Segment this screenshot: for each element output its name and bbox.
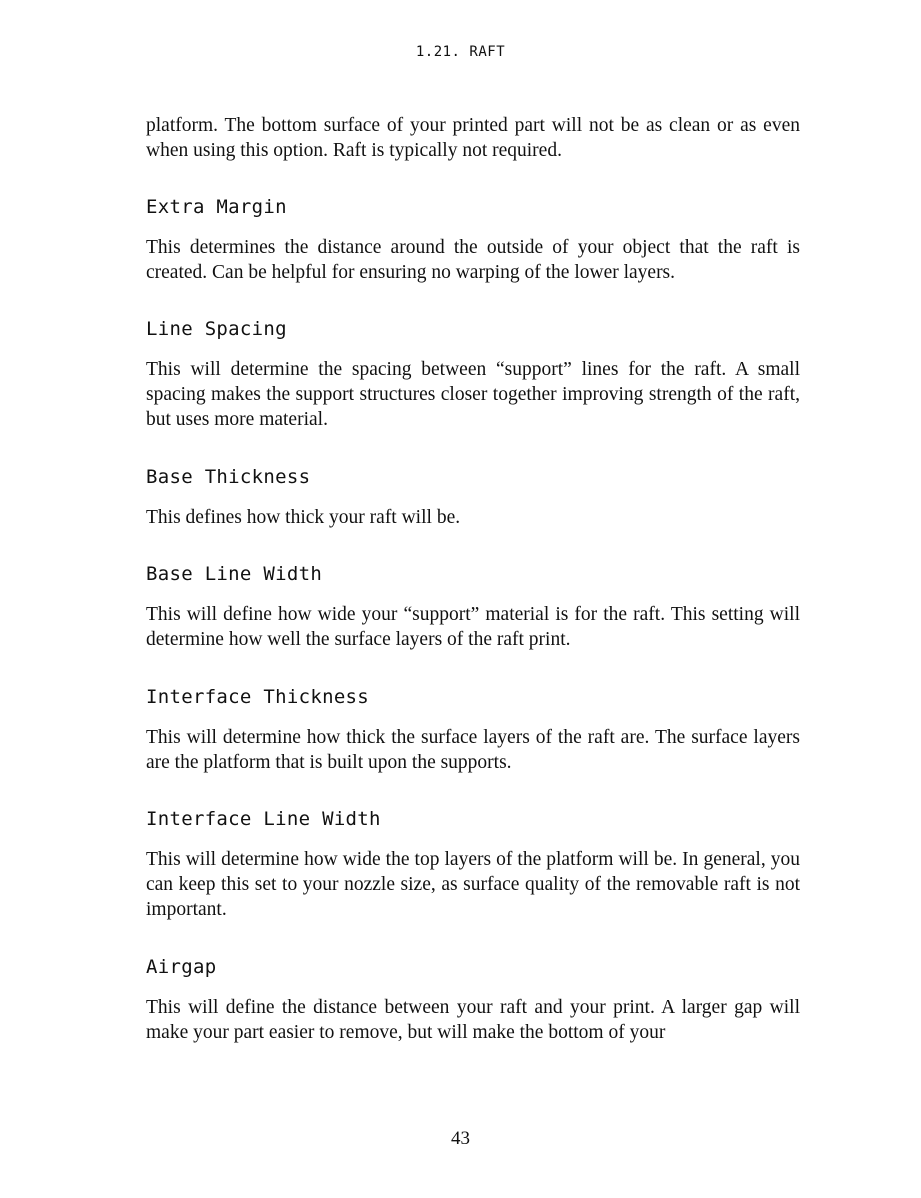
section-text-interface-thickness: This will determine how thick the surface layers of the raft are. The surface layers are the platform that is built upon the supports. [146,727,800,773]
page-number: 43 [451,1128,470,1149]
section-heading-airgap: Airgap [146,956,217,978]
running-head: 1.21. RAFT [415,44,506,60]
section-heading-extra-margin: Extra Margin [146,196,287,218]
section-heading-interface-thickness: Interface Thickness [146,686,370,708]
section-text-base-thickness: This defines how thick your raft will be. [146,507,461,528]
section-heading-interface-line-width: Interface Line Width [146,808,381,830]
section-text-base-line-width: This will define how wide your “support” material is for the raft. This setting will determine how well the surface layers of the raft print. [146,604,800,650]
section-text-interface-line-width: This will determine how wide the top layers of the platform will be. In general, you can keep this set to your nozzle size, as surface quality of the removable raft is not important. [146,849,800,920]
section-heading-base-thickness: Base Thickness [146,466,311,488]
section-text-airgap: This will define the distance between your raft and your print. A larger gap will make your part easier to remove, but will make the bottom of your [146,997,800,1043]
section-text-extra-margin: This determines the distance around the outside of your object that the raft is created. Can be helpful for ensuring no warping of the lower layers. [146,237,800,283]
section-text-line-spacing: This will determine the spacing between “support” lines for the raft. A small spacing makes the support structures closer together improving strength of the raft, but uses more material. [146,359,800,430]
section-heading-line-spacing: Line Spacing [146,318,287,340]
section-heading-base-line-width: Base Line Width [146,563,323,585]
intro-paragraph: platform. The bottom surface of your printed part will not be as clean or as even when using this option. Raft is typically not required. [146,115,800,161]
